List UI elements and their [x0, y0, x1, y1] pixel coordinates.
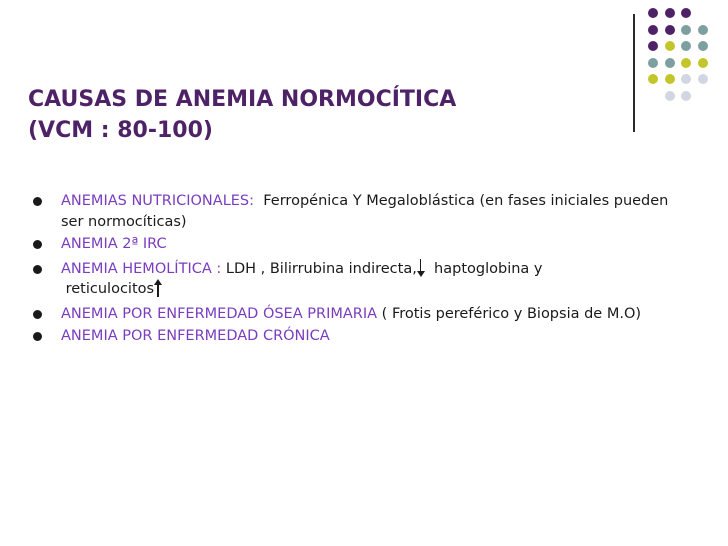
decorative-dot [698, 25, 708, 35]
decorative-dot [681, 8, 691, 18]
decorative-dot [665, 41, 675, 51]
bullet-label: ANEMIA HEMOLÍTICA : [61, 260, 222, 277]
decorative-dot [681, 58, 691, 68]
bullet-item-nutricionales [30, 191, 670, 232]
bullet-dot-icon [33, 332, 42, 341]
bullet-item-hemolitica [30, 259, 670, 300]
bullet-item-cronica [30, 326, 670, 347]
decorative-dot [681, 74, 691, 84]
bullet-text-a: LDH , Bilirrubina indirecta, [225, 260, 417, 277]
bullet-text-b: haptoglobina y [434, 260, 543, 277]
decorative-dot-grid [648, 8, 723, 126]
bullet-text: ( Frotis pereférico y Biopsia de M.O) [381, 305, 642, 322]
decorative-dot [698, 58, 708, 68]
decorative-dot [665, 58, 675, 68]
decorative-dot [648, 58, 658, 68]
bullet-label: ANEMIAS NUTRICIONALES: [61, 193, 255, 209]
bullet-label: ANEMIA POR ENFERMEDAD CRÓNICA [61, 328, 330, 344]
bullet-text-c: reticulocitos [65, 281, 155, 297]
down-arrow-icon [417, 259, 425, 277]
bullet-item-irc [30, 234, 670, 255]
divider-line [633, 14, 635, 132]
decorative-dot [648, 41, 658, 51]
bullet-dot-icon [33, 240, 42, 249]
decorative-dot [665, 8, 675, 18]
bullet-dot-icon [33, 265, 42, 274]
bullet-item-osea [30, 304, 670, 325]
decorative-dot [698, 41, 708, 51]
bullet-list [30, 191, 670, 347]
bullet-dot-icon [33, 310, 42, 319]
decorative-dot [681, 25, 691, 35]
title-line-1: CAUSAS DE ANEMIA NORMOCÍTICA [28, 87, 457, 112]
decorative-dot [648, 25, 658, 35]
bullet-label: ANEMIA POR ENFERMEDAD ÓSEA PRIMARIA [61, 305, 378, 322]
bullet-dot-icon [33, 197, 42, 206]
title-line-2: (VCM : 80-100) [28, 118, 213, 143]
decorative-dot [665, 91, 675, 101]
decorative-dot [665, 25, 675, 35]
decorative-dot [648, 8, 658, 18]
decorative-dot [698, 74, 708, 84]
decorative-dot [681, 91, 691, 101]
decorative-dot [681, 41, 691, 51]
up-arrow-icon [154, 279, 162, 297]
decorative-dot [648, 74, 658, 84]
decorative-dot [665, 74, 675, 84]
bullet-text: Ferropénica Y Megaloblástica (en fases iniciales pueden ser normocíticas) [61, 193, 669, 230]
slide-title [28, 84, 456, 146]
bullet-label: ANEMIA 2ª IRC [61, 236, 167, 252]
